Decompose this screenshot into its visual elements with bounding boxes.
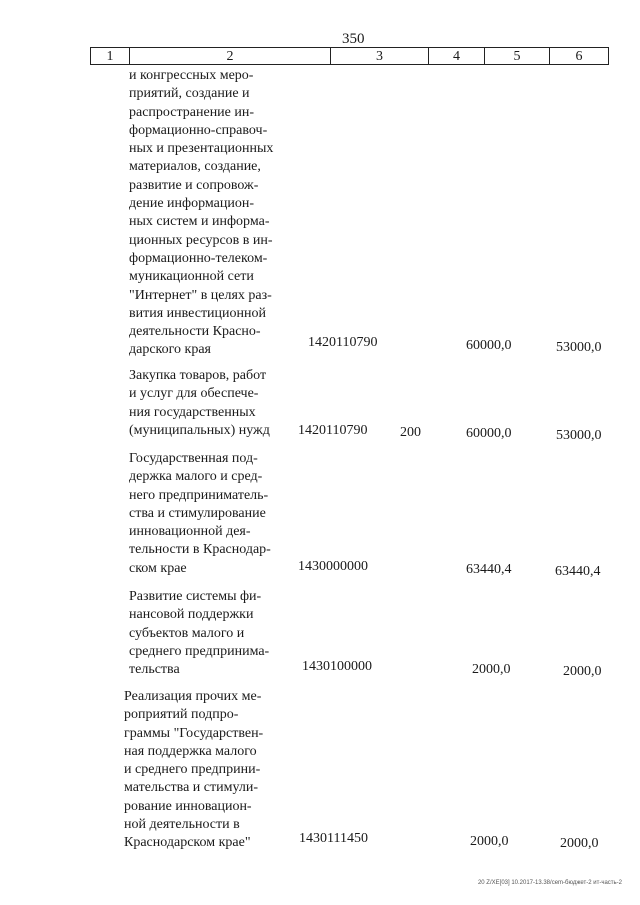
description-line: "Интернет" в целях раз-	[129, 287, 272, 303]
row-description	[129, 588, 287, 679]
description-line: инновационной дея-	[129, 524, 251, 540]
header-cell-2: 2	[130, 48, 331, 64]
row-value-col6: 53000,0	[556, 428, 602, 443]
row-value-col5: 60000,0	[466, 426, 512, 441]
description-line: ной деятельности в	[124, 817, 240, 833]
description-line: формационно-справоч-	[129, 122, 268, 138]
description-line: ных и презентационных	[129, 141, 274, 157]
description-line: муникационной сети	[129, 269, 254, 285]
page-number: 350	[342, 31, 365, 47]
row-code: 1430100000	[302, 659, 372, 674]
header-cell-3: 3	[331, 48, 429, 64]
description-line: тельства	[129, 662, 180, 678]
table-header-row	[90, 47, 609, 65]
description-line: среднего предпринима-	[129, 643, 270, 659]
description-line: и среднего предприни-	[124, 762, 261, 778]
row-code: 1420110790	[308, 335, 378, 350]
description-line: рование инновацион-	[124, 798, 252, 814]
row-value-col5: 2000,0	[472, 662, 511, 677]
header-cell-6: 6	[575, 49, 583, 64]
description-line: дение информацион-	[129, 196, 254, 212]
row-type: 200	[400, 425, 421, 440]
row-description	[129, 367, 287, 440]
description-line: держка малого и сред-	[129, 469, 263, 485]
header-cell-1: 1	[91, 48, 130, 64]
row-value-col6: 2000,0	[560, 836, 599, 851]
description-line: ства и стимулирование	[129, 505, 266, 521]
row-code: 1420110790	[298, 423, 368, 438]
row-description	[129, 450, 287, 578]
row-description	[129, 67, 287, 360]
description-line: Закупка товаров, работ	[129, 368, 267, 383]
row-value-col6: 2000,0	[563, 664, 602, 679]
description-line: ционных ресурсов в ин-	[129, 232, 273, 248]
description-line: развитие и сопровож-	[129, 177, 259, 193]
description-line: и конгрессных меро-	[129, 68, 254, 83]
description-line: вития инвестиционной	[129, 305, 267, 321]
description-line: Реализация прочих ме-	[124, 689, 262, 704]
description-line: (муниципальных) нужд	[129, 422, 270, 438]
row-description	[124, 688, 282, 853]
description-line: граммы "Государствен-	[124, 725, 264, 741]
description-line: ния государственных	[129, 404, 256, 420]
description-line: дарского края	[129, 342, 211, 358]
row-value-col6: 53000,0	[556, 340, 602, 355]
description-line: нансовой поддержки	[129, 607, 254, 623]
description-line: ском крае	[129, 560, 187, 576]
description-line: тельности в Краснодар-	[129, 542, 271, 558]
description-line: распространение ин-	[129, 104, 255, 120]
description-line: ная поддержка малого	[124, 743, 257, 759]
row-value-col6: 63440,4	[555, 564, 601, 579]
description-line: материалов, создание,	[129, 159, 261, 175]
header-cell-5: 5	[485, 48, 550, 64]
description-line: деятельности Красно-	[129, 324, 261, 340]
row-value-col5: 2000,0	[470, 834, 509, 849]
description-line: приятий, создание и	[129, 86, 250, 102]
description-line: ных систем и информа-	[129, 214, 270, 230]
row-code: 1430000000	[298, 559, 368, 574]
footer-file-reference: 20 Z/XE[03] 10.2017-13.38/сеm-бюджет-2 ит-часть-2	[477, 880, 622, 886]
row-value-col5: 63440,4	[466, 562, 512, 577]
header-cell-4: 4	[429, 48, 485, 64]
description-line: него предприниматель-	[129, 487, 269, 503]
description-line: и услуг для обеспече-	[129, 386, 259, 402]
description-line: субъектов малого и	[129, 625, 245, 641]
description-line: формационно-телеком-	[129, 250, 268, 266]
description-line: Государственная под-	[129, 451, 258, 466]
row-code: 1430111450	[299, 831, 368, 846]
description-line: роприятий подпро-	[124, 707, 239, 723]
row-value-col5: 60000,0	[466, 338, 512, 353]
description-line: Развитие системы фи-	[129, 589, 262, 604]
description-line: мательства и стимули-	[124, 780, 258, 796]
description-line: Краснодарском крае"	[124, 835, 251, 851]
